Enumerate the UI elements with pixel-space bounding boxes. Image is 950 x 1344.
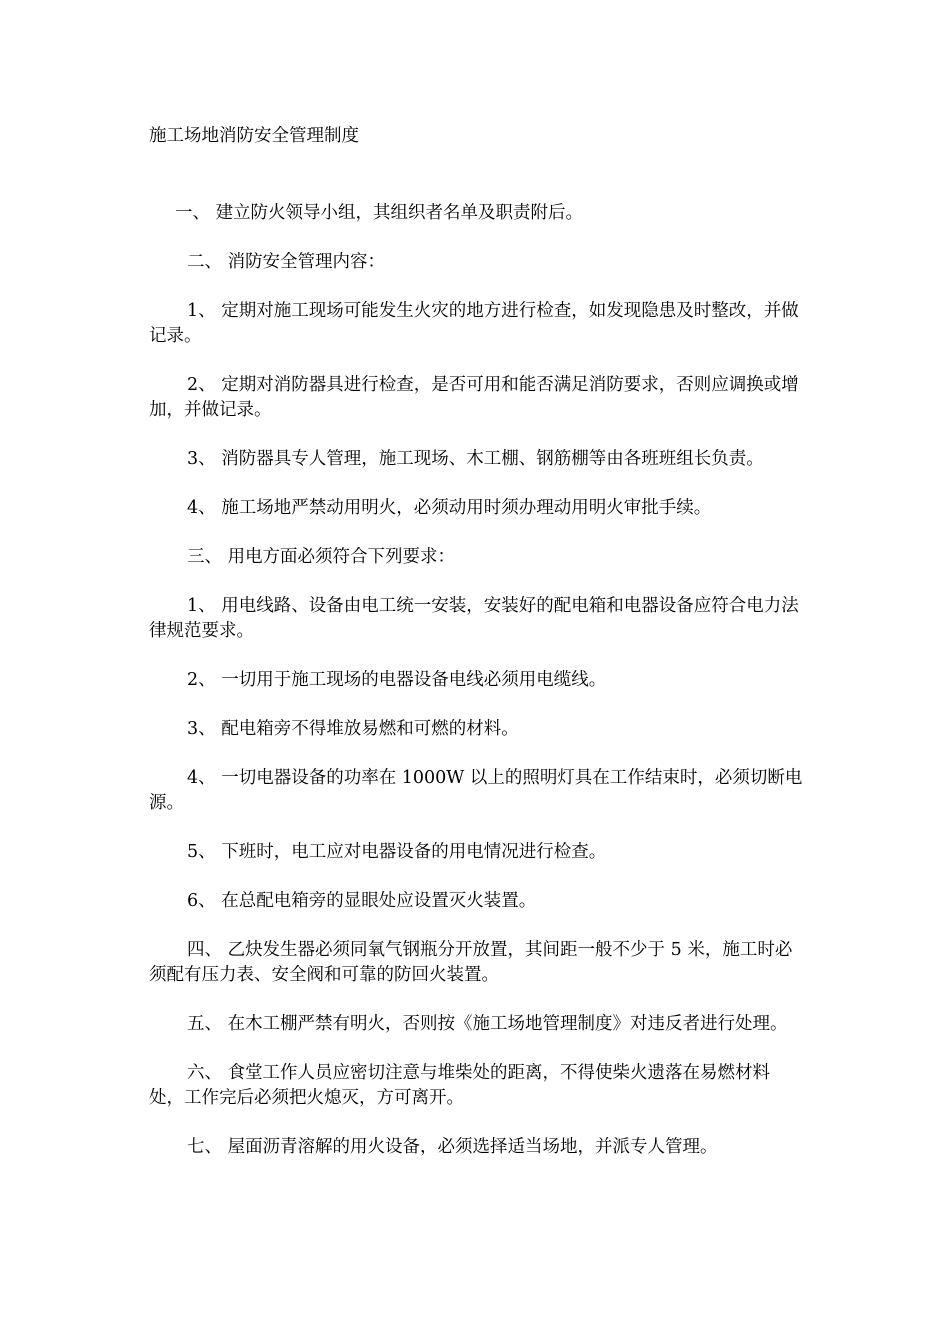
paragraph-item: 5、 下班时，电工应对电器设备的用电情况进行检查。 bbox=[187, 842, 607, 862]
paragraph-item: 3、 配电箱旁不得堆放易燃和可燃的材料。 bbox=[187, 719, 519, 739]
paragraph-section-3: 三、 用电方面必须符合下列要求： bbox=[187, 547, 456, 567]
document-title: 施工场地消防安全管理制度 bbox=[149, 126, 359, 146]
paragraph-item: 4、 一切电器设备的功率在 1000W 以上的照明灯具在工作结束时，必须切断电源。 bbox=[149, 768, 803, 813]
paragraph-section-7: 七、 屋面沥青溶解的用火设备，必须选择适当场地，并派专人管理。 bbox=[187, 1137, 718, 1157]
document-body bbox=[149, 124, 804, 1160]
paragraph-section-1: 一、 建立防火领导小组，其组织者名单及职责附后。 bbox=[175, 203, 584, 223]
paragraph-section-5: 五、 在木工棚严禁有明火，否则按《施工场地管理制度》对违反者进行处理。 bbox=[187, 1014, 788, 1034]
paragraph-item: 2、 定期对消防器具进行检查，是否可用和能否满足消防要求，否则应调换或增加，并做记录。 bbox=[149, 375, 799, 420]
paragraph-section-6: 六、 食堂工作人员应密切注意与堆柴处的距离，不得使柴火遗落在易燃材料处，工作完后必须把火熄灭，方可离开。 bbox=[149, 1063, 771, 1108]
paragraph-item: 4、 施工场地严禁动用明火，必须动用时须办理动用明火审批手续。 bbox=[187, 498, 712, 518]
paragraph-item: 1、 用电线路、设备由电工统一安装，安装好的配电箱和电器设备应符合电力法律规范要求。 bbox=[149, 596, 799, 641]
paragraph-item: 6、 在总配电箱旁的显眼处应设置灭火装置。 bbox=[187, 891, 537, 911]
paragraph-item: 2、 一切用于施工现场的电器设备电线必须用电缆线。 bbox=[187, 670, 607, 690]
paragraph-section-2: 二、 消防安全管理内容： bbox=[187, 252, 386, 272]
paragraph-item: 3、 消防器具专人管理，施工现场、木工棚、钢筋棚等由各班班组长负责。 bbox=[187, 449, 764, 469]
paragraph-item: 1、 定期对施工现场可能发生火灾的地方进行检查，如发现隐患及时整改，并做记录。 bbox=[149, 301, 799, 346]
paragraph-section-4: 四、 乙炔发生器必须同氧气钢瓶分开放置，其间距一般不少于 5 米，施工时必须配有压力表、安全阀和可靠的防回火装置。 bbox=[149, 940, 793, 985]
